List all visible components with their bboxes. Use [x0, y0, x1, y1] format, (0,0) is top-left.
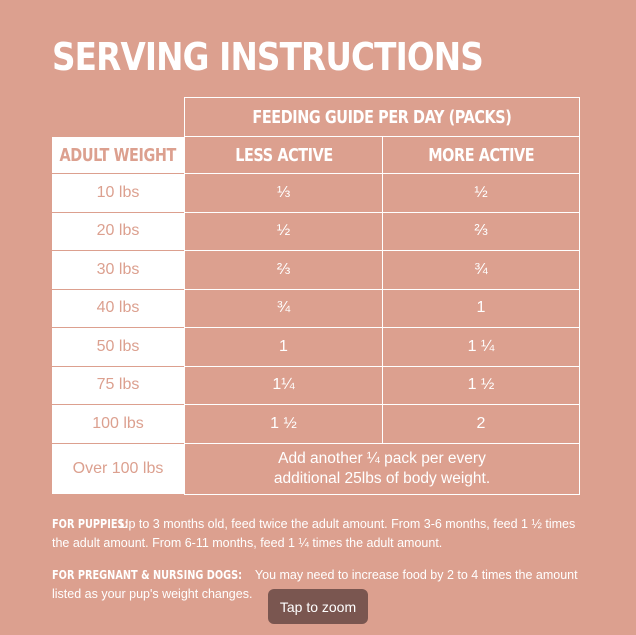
more-active-cell: 2: [383, 405, 580, 444]
less-active-cell: 1¼: [184, 367, 383, 406]
more-active-cell: ½: [383, 174, 580, 213]
table-corner: [52, 97, 184, 137]
weight-cell: 30 lbs: [52, 251, 184, 290]
more-active-cell: 1 ½: [383, 367, 580, 406]
puppies-label: FOR PUPPIES:: [52, 516, 129, 531]
more-active-cell: ¾: [383, 251, 580, 290]
pregnant-text: You may need to increase food by 2 to 4 times the amount listed as your pup's weight changes.: [52, 568, 578, 601]
less-active-cell: 1: [184, 328, 383, 367]
less-active-cell: ⅓: [184, 174, 383, 213]
weight-cell: 100 lbs: [52, 405, 184, 444]
feeding-table: [52, 97, 580, 495]
page-title: SERVING INSTRUCTIONS: [52, 35, 483, 79]
more-active-cell: 1 ¼: [383, 328, 580, 367]
puppies-text: Up to 3 months old, feed twice the adult amount. From 3-6 months, feed 1 ½ times the adult amount. From 6-11 months, feed 1 ¼ times the adult amount.: [52, 517, 576, 550]
less-active-cell: ½: [184, 213, 383, 252]
weight-cell: 20 lbs: [52, 213, 184, 252]
pregnant-label: FOR PREGNANT & NURSING DOGS:: [52, 567, 243, 582]
less-active-cell: 1 ½: [184, 405, 383, 444]
less-active-cell: ¾: [184, 290, 383, 329]
extra-weight-note: Add another ¼ pack per every additional 25lbs of body weight.: [184, 444, 580, 495]
weight-cell: 40 lbs: [52, 290, 184, 329]
weight-cell: 50 lbs: [52, 328, 184, 367]
group-header: [184, 97, 580, 137]
less-active-cell: ⅔: [184, 251, 383, 290]
tap-to-zoom-button[interactable]: Tap to zoom: [268, 589, 368, 624]
weight-cell: Over 100 lbs: [52, 444, 184, 495]
group-header-label: FEEDING GUIDE PER DAY (PACKS): [252, 106, 512, 128]
weight-cell: 75 lbs: [52, 367, 184, 406]
header-adult-weight: ADULT WEIGHT: [52, 137, 184, 174]
header-more-active: MORE ACTIVE: [383, 137, 580, 174]
more-active-cell: 1: [383, 290, 580, 329]
header-less-active: LESS ACTIVE: [184, 137, 383, 174]
weight-cell: 10 lbs: [52, 174, 184, 213]
puppies-note: [52, 514, 592, 553]
more-active-cell: ⅔: [383, 213, 580, 252]
